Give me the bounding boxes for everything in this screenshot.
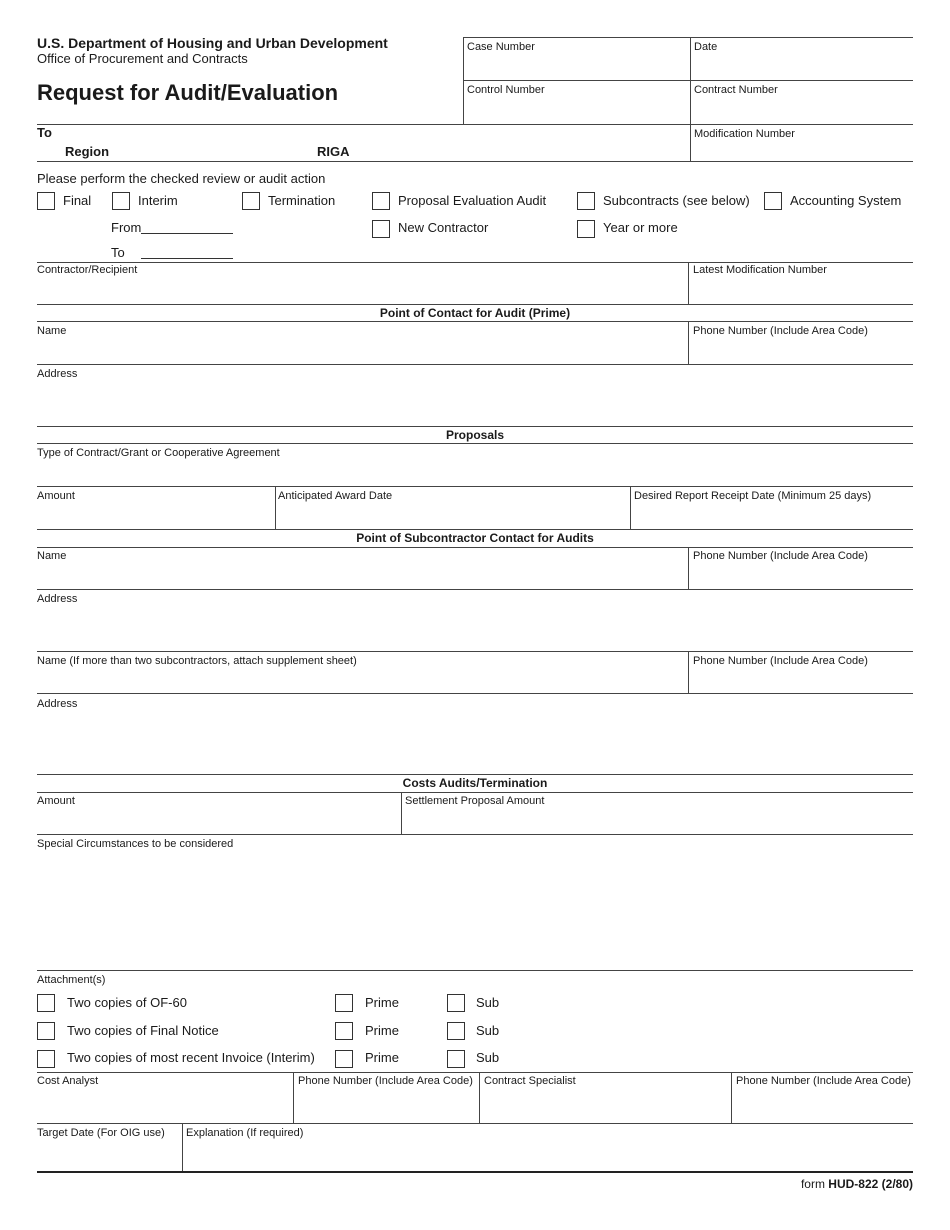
cost-analyst-phone-field[interactable]: Phone Number (Include Area Code) <box>298 1075 473 1087</box>
final-checkbox[interactable] <box>37 192 55 210</box>
desired-report-date-field[interactable]: Desired Report Receipt Date (Minimum 25 days) <box>634 490 872 502</box>
prime-name-field[interactable]: Name <box>37 325 67 337</box>
invoice-sub-label: Sub <box>476 1050 500 1065</box>
invoice-sub-checkbox[interactable] <box>447 1050 465 1068</box>
year-or-more-checkbox[interactable] <box>577 220 595 238</box>
proposal-evaluation-audit-label: Proposal Evaluation Audit <box>398 193 547 208</box>
date-field[interactable]: Date <box>694 41 718 53</box>
new-contractor-checkbox[interactable] <box>372 220 390 238</box>
invoice-prime-label: Prime <box>365 1050 399 1065</box>
proposal-amount-field[interactable]: Amount <box>37 490 75 502</box>
prime-phone-field[interactable]: Phone Number (Include Area Code) <box>693 325 868 337</box>
form-id-prefix: form <box>800 1177 825 1191</box>
modification-number-field[interactable]: Modification Number <box>694 128 795 140</box>
riga-field[interactable]: RIGA <box>317 144 350 159</box>
of60-sub-label: Sub <box>476 995 500 1010</box>
final-notice-checkbox[interactable] <box>37 1022 55 1040</box>
costs-heading: Costs Audits/Termination <box>402 776 548 790</box>
subcontracts-label: Subcontracts (see below) <box>603 193 750 208</box>
contract-specialist-field[interactable]: Contract Specialist <box>484 1075 576 1087</box>
prime-address-field[interactable]: Address <box>37 368 78 380</box>
subcontractor-contact-heading: Point of Subcontractor Contact for Audits <box>356 531 594 545</box>
proposal-evaluation-audit-checkbox[interactable] <box>372 192 390 210</box>
control-number-field[interactable]: Control Number <box>467 84 545 96</box>
form-title: Request for Audit/Evaluation <box>37 80 339 105</box>
cost-analyst-field[interactable]: Cost Analyst <box>37 1075 99 1087</box>
sub-name2-field[interactable]: Name (If more than two subcontractors, attach supplement sheet) <box>37 655 357 667</box>
bottom-rule <box>37 1171 913 1173</box>
contract-number-field[interactable]: Contract Number <box>694 84 778 96</box>
to-date-line[interactable] <box>141 258 233 259</box>
sub-address-field[interactable]: Address <box>37 593 78 605</box>
invoice-label: Two copies of most recent Invoice (Interim) <box>67 1050 315 1065</box>
case-number-field[interactable]: Case Number <box>467 41 535 53</box>
prime-contact-heading: Point of Contact for Audit (Prime) <box>379 306 571 320</box>
attachments-heading: Attachment(s) <box>37 974 106 986</box>
sub-name-field[interactable]: Name <box>37 550 67 562</box>
to-date-label: To <box>111 245 125 260</box>
costs-amount-field[interactable]: Amount <box>37 795 75 807</box>
special-circumstances-field[interactable]: Special Circumstances to be considered <box>37 838 234 850</box>
interim-checkbox[interactable] <box>112 192 130 210</box>
from-label: From <box>111 220 142 235</box>
to-label: To <box>37 125 52 140</box>
contract-specialist-phone-field[interactable]: Phone Number (Include Area Code) <box>736 1075 911 1087</box>
proposals-heading: Proposals <box>445 428 505 442</box>
final-notice-prime-label: Prime <box>365 1023 399 1038</box>
of60-prime-label: Prime <box>365 995 399 1010</box>
region-field[interactable]: Region <box>65 144 110 159</box>
final-notice-sub-checkbox[interactable] <box>447 1022 465 1040</box>
of60-sub-checkbox[interactable] <box>447 994 465 1012</box>
latest-modification-number-field[interactable]: Latest Modification Number <box>693 264 827 276</box>
accounting-system-checkbox[interactable] <box>764 192 782 210</box>
interim-label: Interim <box>138 193 178 208</box>
final-notice-prime-checkbox[interactable] <box>335 1022 353 1040</box>
invoice-prime-checkbox[interactable] <box>335 1050 353 1068</box>
of60-label: Two copies of OF-60 <box>67 995 187 1010</box>
anticipated-award-date-field[interactable]: Anticipated Award Date <box>278 490 393 502</box>
contractor-recipient-field[interactable]: Contractor/Recipient <box>37 264 138 276</box>
invoice-checkbox[interactable] <box>37 1050 55 1068</box>
from-date-line[interactable] <box>141 233 233 234</box>
settlement-proposal-amount-field[interactable]: Settlement Proposal Amount <box>405 795 545 807</box>
new-contractor-label: New Contractor <box>398 220 489 235</box>
office-name: Office of Procurement and Contracts <box>37 51 248 66</box>
subcontracts-checkbox[interactable] <box>577 192 595 210</box>
explanation-field[interactable]: Explanation (If required) <box>186 1127 304 1139</box>
sub-phone2-field[interactable]: Phone Number (Include Area Code) <box>693 655 868 667</box>
sub-address2-field[interactable]: Address <box>37 698 78 710</box>
year-or-more-label: Year or more <box>603 220 678 235</box>
final-notice-label: Two copies of Final Notice <box>67 1023 219 1038</box>
sub-phone-field[interactable]: Phone Number (Include Area Code) <box>693 550 868 562</box>
agency-name: U.S. Department of Housing and Urban Development <box>37 35 388 51</box>
form-id <box>801 1177 913 1191</box>
of60-prime-checkbox[interactable] <box>335 994 353 1012</box>
final-notice-sub-label: Sub <box>476 1023 500 1038</box>
review-instruction: Please perform the checked review or audit action <box>37 171 326 186</box>
of60-checkbox[interactable] <box>37 994 55 1012</box>
accounting-system-label: Accounting System <box>790 193 902 208</box>
termination-checkbox[interactable] <box>242 192 260 210</box>
target-date-field[interactable]: Target Date (For OIG use) <box>37 1127 165 1139</box>
final-label: Final <box>63 193 92 208</box>
termination-label: Termination <box>268 193 336 208</box>
form-id-number: HUD-822 (2/80) <box>828 1177 913 1191</box>
type-of-contract-field[interactable]: Type of Contract/Grant or Cooperative Agreement <box>37 447 280 459</box>
